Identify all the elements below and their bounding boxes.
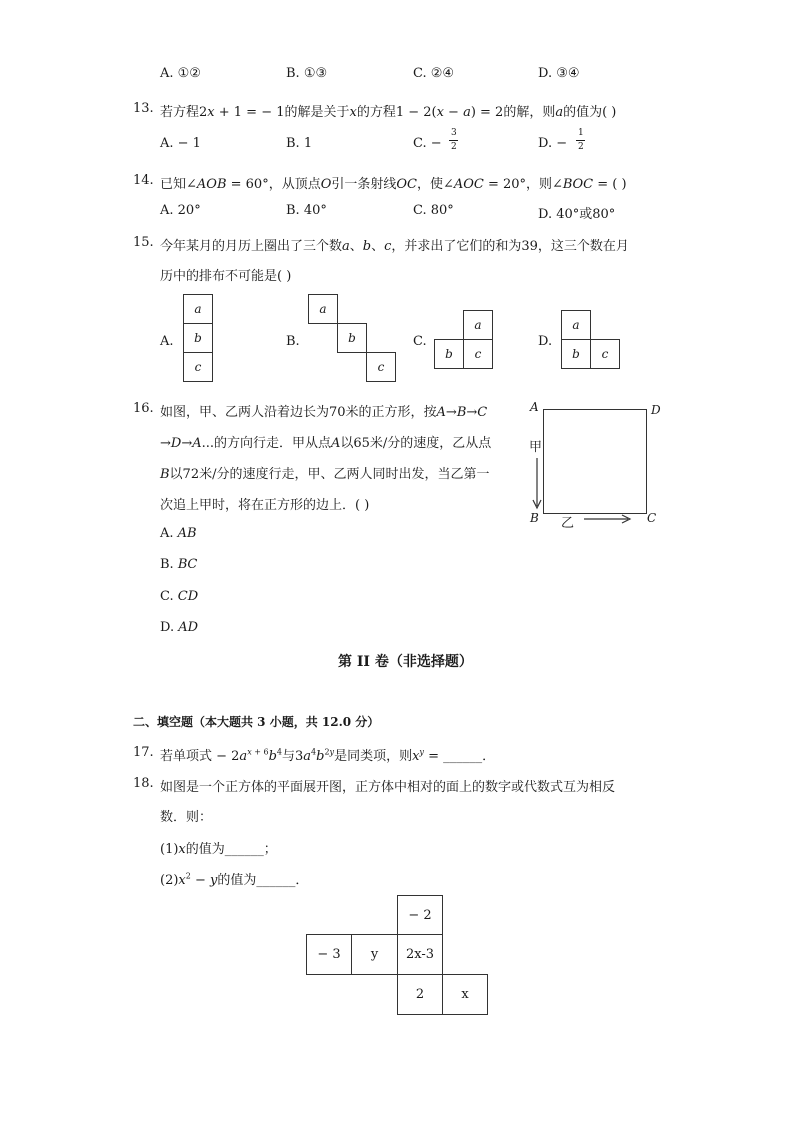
q18-line-1: 如图是一个正方体的平面展开图，正方体中相对的面上的数字或代数式互为相反: [160, 780, 616, 795]
q12-option-a: A. ①②: [160, 66, 201, 81]
q15-c-cell-b: b: [434, 339, 464, 369]
q15-line-2: 历中的排布不可能是( ): [160, 269, 292, 284]
q15-number: 15.: [133, 235, 154, 250]
q15-option-d-label: D.: [538, 334, 553, 349]
q16-option-d: D. 𝐴𝐷: [160, 620, 199, 635]
section-2-title: 二、填空题（本大题共 3 小题，共 12.0 分）: [133, 715, 380, 729]
q16-label-d: D: [651, 403, 661, 417]
q17-mid-2: 与3𝑎: [282, 749, 312, 764]
q18-sub-1: (1)𝑥的值为______；: [160, 842, 277, 857]
q18-net-center: 2x-3: [397, 934, 443, 975]
q16-line-2: →𝐷→𝐴...的方向行走．甲从点𝐴以65米/分的速度，乙从点: [160, 436, 492, 451]
q17-number: 17.: [133, 745, 154, 760]
q14-number: 14.: [133, 173, 154, 188]
q18-net-right: x: [442, 974, 488, 1015]
q13-option-c: C. −: [413, 136, 442, 151]
part-2-title: 第 II 卷（非选择题）: [338, 654, 473, 670]
q14-option-c: C. 80°: [413, 203, 454, 218]
q16-label-a: A: [530, 400, 539, 414]
q16-option-b: B. 𝐵𝐶: [160, 557, 198, 572]
q13-d-frac-den: 2: [578, 142, 584, 152]
q13-number: 13.: [133, 101, 154, 116]
q15-a-cell-a: a: [183, 294, 213, 324]
q13-d-frac-bar: [576, 140, 585, 141]
q13-option-b: B. 1: [286, 136, 313, 151]
q15-option-a-label: A.: [160, 334, 174, 349]
q16-label-c: C: [647, 511, 657, 525]
q16-number: 16.: [133, 401, 154, 416]
q18-sub-2-post: − 𝑦的值为______．: [190, 873, 309, 888]
q16-line-1: 如图，甲、乙两人沿着边长为70米的正方形，按𝐴→𝐵→𝐶: [160, 405, 488, 420]
q15-d-cell-a: a: [561, 310, 591, 340]
q14-option-d: D. 40°或80°: [538, 207, 616, 222]
q16-label-b: B: [530, 511, 539, 525]
q16-jia-arrow: [530, 456, 544, 512]
q15-a-cell-b: b: [183, 323, 213, 353]
q15-b-cell-a: a: [308, 294, 338, 324]
q17-sup-2: 4: [276, 747, 282, 757]
q17-mid-3: 𝑏: [316, 749, 325, 764]
q17-text: [160, 745, 495, 764]
q16-square: [543, 409, 647, 514]
q13-option-d: D. −: [538, 136, 568, 151]
q17-post: = ______．: [423, 749, 496, 764]
q18-number: 18.: [133, 776, 154, 791]
q15-d-cell-c: c: [590, 339, 620, 369]
q16-option-a: A. 𝐴𝐵: [160, 526, 197, 541]
q18-net-mid: y: [351, 934, 398, 975]
q15-c-cell-a: a: [463, 310, 493, 340]
q18-net-top: − 2: [397, 895, 443, 935]
q15-d-cell-b: b: [561, 339, 591, 369]
q16-label-yi: 乙: [561, 516, 575, 531]
q15-b-cell-b: b: [337, 323, 367, 353]
q16-line-3: 𝐵以72米/分的速度行走，甲、乙两人同时出发，当乙第一: [160, 467, 490, 482]
q15-b-cell-c: c: [366, 352, 396, 382]
q12-option-b: B. ①③: [286, 66, 328, 81]
q14-stem: 已知∠𝐴𝑂𝐵 = 60°，从顶点𝑂引一条射线𝑂𝐶，使∠𝐴𝑂𝐶 = 20°，则∠𝐵𝑂𝐶 = ( ): [160, 177, 627, 192]
q16-line-4: 次追上甲时，将在正方形的边上．( ): [160, 498, 370, 513]
q13-stem: 若方程2𝑥 + 1 = − 1的解是关于𝑥的方程1 − 2(𝑥 − 𝑎) = 2的解，则𝑎的值为( ): [160, 105, 617, 120]
q12-option-c: C. ②④: [413, 66, 455, 81]
q16-label-jia: 甲: [529, 440, 543, 455]
q16-option-c: C. 𝐶𝐷: [160, 589, 199, 604]
q18-net-bottom: 2: [397, 974, 443, 1015]
q18-line-2: 数．则：: [160, 810, 213, 825]
q15-a-cell-c: c: [183, 352, 213, 382]
q14-option-a: A. 20°: [160, 203, 201, 218]
q15-option-b-label: B.: [286, 334, 300, 349]
q18-net-left: − 3: [306, 934, 352, 975]
q13-c-frac-den: 2: [451, 142, 457, 152]
q18-sub-2: [160, 869, 308, 888]
q17-sup-1: 𝑥 + 6: [247, 747, 269, 757]
q13-c-frac-num: 3: [451, 128, 457, 138]
q18-sub-2-sup: 2: [185, 871, 191, 881]
q17-sup-3: 4: [311, 747, 317, 757]
q17-mid-4: 是同类项，则𝑥: [334, 749, 420, 764]
q15-option-c-label: C.: [413, 334, 427, 349]
q15-c-cell-c: c: [463, 339, 493, 369]
q17-mid-1: 𝑏: [268, 749, 277, 764]
q18-sub-2-pre: (2)𝑥: [160, 873, 186, 888]
q12-option-d: D. ③④: [538, 66, 580, 81]
q17-sup-5: 𝑦: [419, 747, 424, 757]
q16-yi-arrow: [582, 512, 632, 526]
q15-line-1: 今年某月的月历上圈出了三个数𝑎、𝑏、𝑐，并求出了它们的和为39，这三个数在月: [160, 239, 629, 254]
q13-option-a: A. − 1: [160, 136, 201, 151]
q17-pre: 若单项式 − 2𝑎: [160, 749, 248, 764]
q14-option-b: B. 40°: [286, 203, 327, 218]
q13-c-frac-bar: [449, 140, 458, 141]
q13-d-frac-num: 1: [578, 128, 584, 138]
q17-sup-4: 2𝑦: [324, 747, 335, 757]
